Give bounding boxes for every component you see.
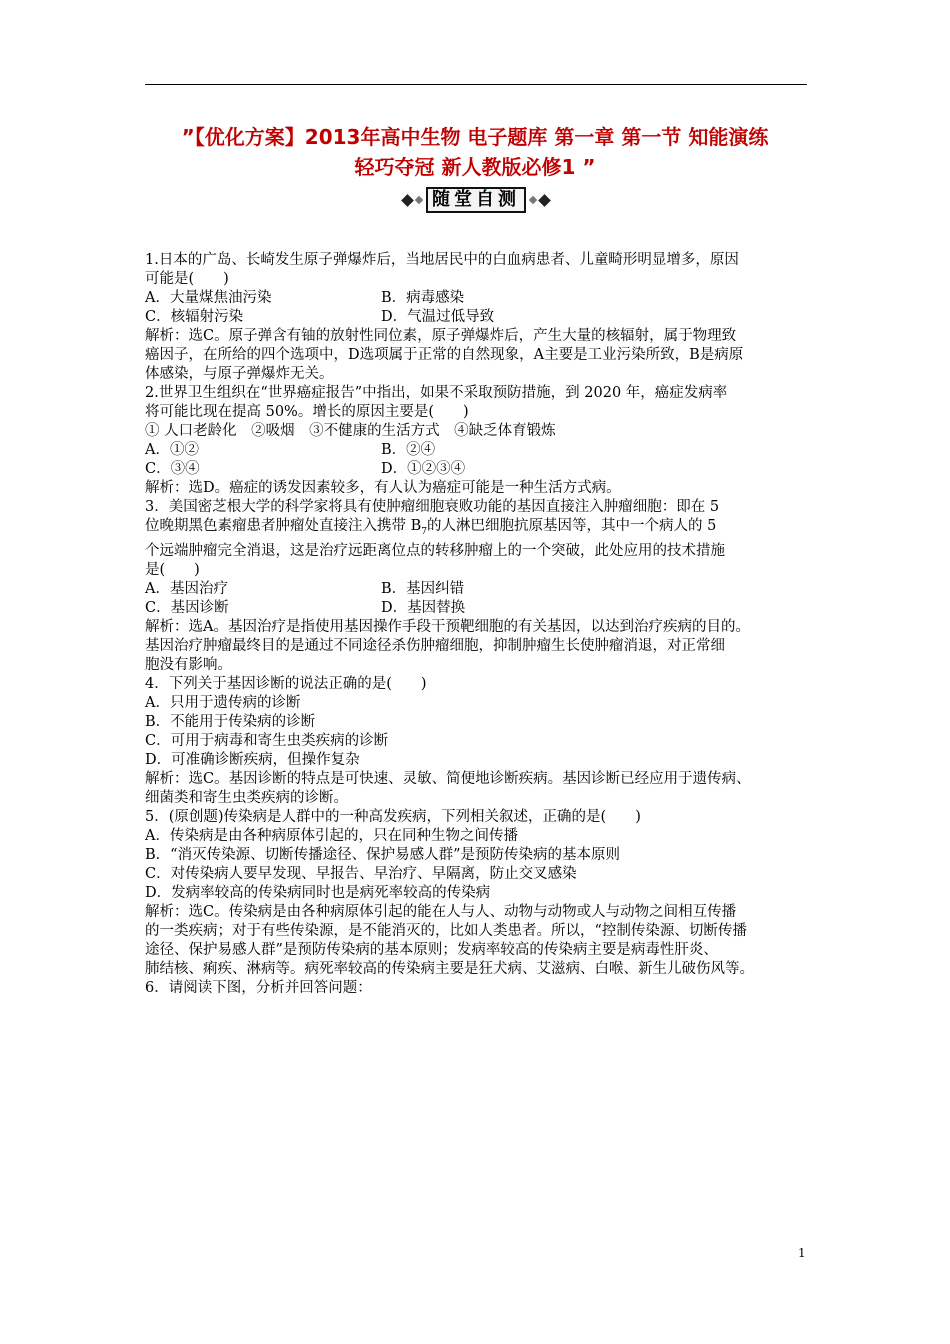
question-5-stem: 5．(原创题)传染病是人群中的一种高发疾病，下列相关叙述，正确的是( ) (145, 808, 641, 825)
question-1-stem: 可能是( ) (145, 271, 229, 287)
question-3-stem: 是( ) (145, 561, 200, 578)
question-1-analysis: 解析：选C。原子弹含有铀的放射性同位素，原子弹爆炸后，产生大量的核辐射，属于物理致 (145, 328, 737, 344)
diamond-icon (529, 196, 537, 204)
question-5-analysis: 途径、保护易感人群”是预防传染病的基本原则；发病率较高的传染病主要是病毒性肝炎、 (145, 941, 718, 958)
question-1-options (145, 289, 817, 308)
question-3-stem: 位晚期黑色素瘤患者肿瘤处直接注入携带 $B_7$的人淋巴细胞抗原基因等，其中一个病人的 5 (145, 518, 717, 537)
question-5-analysis: 解析：选C。传染病是由各种病原体引起的能在人与人、动物与动物或人与动物之间相互传播 (145, 903, 737, 920)
section-banner (368, 186, 584, 214)
question-1-stem: 1.日本的广岛、长崎发生原子弹爆炸后，当地居民中的白血病患者、儿童畸形明显增多，原因 (145, 252, 739, 268)
option-c: C．③④ (145, 461, 200, 477)
option-c: C．基因诊断 (145, 599, 229, 616)
option-b: B．“消灭传染源、切断传播途径、保护易感人群”是预防传染病的基本原则 (145, 846, 620, 863)
option-d: D．①②③④ (381, 461, 466, 477)
option-a: A．传染病是由各种病原体引起的，只在同种生物之间传播 (145, 827, 518, 844)
option-b: B．不能用于传染病的诊断 (145, 713, 316, 730)
option-c: C．核辐射污染 (145, 309, 244, 325)
question-2-items: ① 人口老龄化 ②吸烟 ③不健康的生活方式 ④缺乏体育锻炼 (145, 423, 556, 439)
question-5-analysis: 肺结核、痢疾、淋病等。病死率较高的传染病主要是狂犬病、艾滋病、白喉、新生儿破伤风等。 (145, 960, 754, 977)
question-3-stem: 3．美国密芝根大学的科学家将具有使肿瘤细胞衰败功能的基因直接注入肿瘤细胞：即在 5 (145, 499, 720, 515)
option-a: A．只用于遗传病的诊断 (145, 694, 301, 711)
question-5-analysis: 的一类疾病；对于有些传染源，是不能消灭的，比如人类患者。所以，“控制传染源、切断传播 (145, 922, 747, 939)
question-4-analysis: 解析：选C。基因诊断的特点是可快速、灵敏、简便地诊断疾病。基因诊断已经应用于遗传病、 (145, 770, 751, 787)
question-6-stem: 6．请阅读下图，分析并回答问题： (145, 979, 372, 996)
question-4-stem: 4．下列关于基因诊断的说法正确的是( ) (145, 675, 427, 692)
question-4-analysis: 细菌类和寄生虫类疾病的诊断。 (145, 789, 348, 806)
page-number: 1 (798, 1246, 806, 1260)
question-2-analysis: 解析：选D。癌症的诱发因素较多，有人认为癌症可能是一种生活方式病。 (145, 480, 621, 496)
question-3-options (145, 599, 817, 618)
option-d: D．基因替换 (381, 599, 466, 616)
question-3-analysis: 胞没有影响。 (145, 656, 232, 673)
header-rule (145, 84, 807, 85)
option-a: A．①② (145, 442, 199, 458)
option-d: D．气温过低导致 (381, 309, 495, 325)
diamond-icon (415, 196, 423, 204)
question-2-options (145, 441, 817, 460)
question-3-analysis: 基因治疗肿瘤最终目的是通过不同途径杀伤肿瘤细胞，抑制肿瘤生长使肿瘤消退，对正常细 (145, 637, 725, 654)
question-1-analysis: 癌因子，在所给的四个选项中，D选项属于正常的自然现象，A主要是工业污染所致，B是病原 (145, 347, 744, 363)
option-c: C．对传染病人要早发现、早报告、早治疗、早隔离，防止交叉感染 (145, 865, 577, 882)
diamond-icon (538, 194, 551, 207)
question-1-analysis: 体感染，与原子弹爆炸无关。 (145, 366, 334, 382)
option-a: A．基因治疗 (145, 580, 228, 597)
question-3-analysis: 解析：选A。基因治疗是指使用基因操作手段干预靶细胞的有关基因，以达到治疗疾病的目的。 (145, 618, 750, 635)
document-title-line1: ”【优化方案】2013年高中生物 电子题库 第一章 第一节 知能演练 (181, 125, 769, 149)
diamond-icon (401, 194, 414, 207)
question-3-stem: 个远端肿瘤完全消退，这是治疗远距离位点的转移肿瘤上的一个突破，此处应用的技术措施 (145, 542, 725, 559)
section-banner-text: 随堂自测 (426, 187, 526, 213)
question-2-stem: 将可能比现在提高 50%。增长的原因主要是( ) (145, 404, 469, 420)
document-title-line2: 轻巧夺冠 新人教版必修1 ” (354, 155, 596, 179)
option-c: C．可用于病毒和寄生虫类疾病的诊断 (145, 732, 389, 749)
question-2-options (145, 460, 817, 479)
option-d: D．发病率较高的传染病同时也是病死率较高的传染病 (145, 884, 491, 901)
option-b: B．基因纠错 (381, 580, 465, 597)
option-a: A．大量煤焦油污染 (145, 290, 272, 306)
question-1-options (145, 308, 817, 327)
option-d: D．可准确诊断疾病，但操作复杂 (145, 751, 360, 768)
option-b: B．病毒感染 (381, 290, 465, 306)
option-b: B．②④ (381, 442, 436, 458)
question-2-stem: 2.世界卫生组织在“世界癌症报告”中指出，如果不采取预防措施，到 2020 年，癌症发病率 (145, 385, 728, 401)
document-body (145, 251, 817, 998)
question-3-options (145, 580, 817, 599)
